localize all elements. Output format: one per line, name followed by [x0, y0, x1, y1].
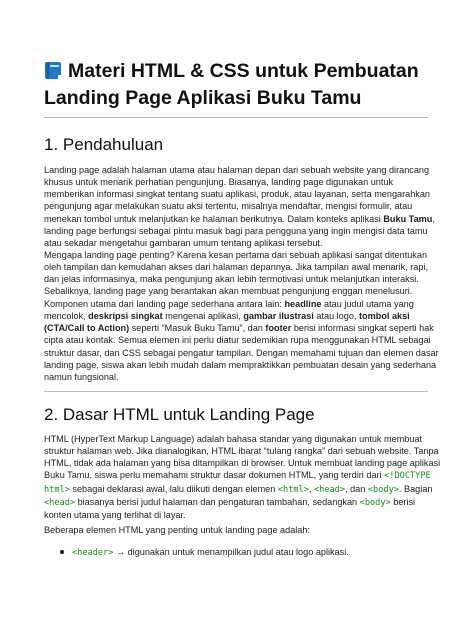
paragraph-html-2: Beberapa elemen HTML yang penting untuk landing page adalah:: [44, 525, 310, 535]
element-list: [44, 546, 428, 559]
paragraph-intro-1: Landing page adalah halaman utama atau halaman depan dari sebuah website yang dirancang khusus untuk menarik perhatian pengunjung. Biasanya, landing page digunakan untuk memberikan informasi singkat tentang suatu aplikasi, produk, atau layanan, serta mengarahkan pengunjung agar melakukan suatu aksi tertentu, misalnya mendaftar, mengisi formulir, atau menekan tombol untuk melanjutkan ke halaman berikutnya. Dalam konteks aplikasi Buku Tamu, landing page berfungsi sebagai pintu masuk bagi para pengguna yang ingin mengisi data tamu atau sekadar mengetahui gambaran umum tentang aplikasi tersebut.: [44, 165, 435, 248]
list-item: <header> → digunakan untuk menampilkan judul atau logo aplikasi.: [44, 546, 428, 559]
document-title: [44, 58, 444, 112]
section-heading-dasar-html: 2. Dasar HTML untuk Landing Page: [44, 405, 315, 424]
document-title-text: Materi HTML & CSS untuk Pembuatan Landing Page Aplikasi Buku Tamu: [44, 60, 419, 109]
paragraph-intro-3: Komponen utama dari landing page sederhana antara lain: headline atau judul utama yang mencolok, deskripsi singkat mengenai aplikasi, gambar ilustrasi atau logo, tombol aksi (CTA/Call to Action) seperti “Masuk Buku Tamu”, dan footer berisi informasi singkat seperti hak cipta atau kontak. Semua elemen ini perlu diatur sedemikian rupa menggunakan HTML sebagai struktur dasar, dan CSS sebagai pengatur tampilan. Dengan memahami tujuan dan elemen dasar landing page, siswa akan lebih mudah dalam mempraktikkan pembuatan desain yang sederhana namun fungsional.: [44, 299, 439, 382]
divider: [44, 117, 428, 118]
blue-book-icon: [44, 61, 62, 80]
bullet-icon: [60, 550, 64, 554]
divider: [44, 391, 428, 392]
section-heading-pendahuluan: 1. Pendahuluan: [44, 135, 164, 154]
paragraph-html-1: HTML (HyperText Markup Language) adalah bahasa standar yang digunakan untuk membuat struktur halaman web. Jika dianalogikan, HTML ibarat “tulang rangka” dari sebuah website. Tanpa HTML, tidak ada halaman yang bisa ditampilkan di browser. Untuk membuat landing page aplikasi Buku Tamu, siswa perlu memahami struktur dasar dokumen HTML, yang terdiri dari <!DOCTYPE html> sebagai deklarasi awal, lalu diikuti dengan elemen <html>, <head>, dan <body>. Bagian <head> biasanya berisi judul halaman dan pengaturan tambahan, sedangkan <body> berisi konten utama yang terlihat di layar.: [44, 434, 441, 520]
paragraph-intro-2: Mengapa landing page penting? Karena kesan pertama dari sebuah aplikasi sangat ditentukan oleh tampilan dan kemudahan akses dari halaman depannya. Jika tampilan awal menarik, rapi, dan jelas informasinya, maka pengunjung akan lebih termotivasi untuk melanjutkan interaksi. Sebaliknya, landing page yang berantakan akan membuat pengunjung enggan menelusuri.: [44, 250, 428, 297]
